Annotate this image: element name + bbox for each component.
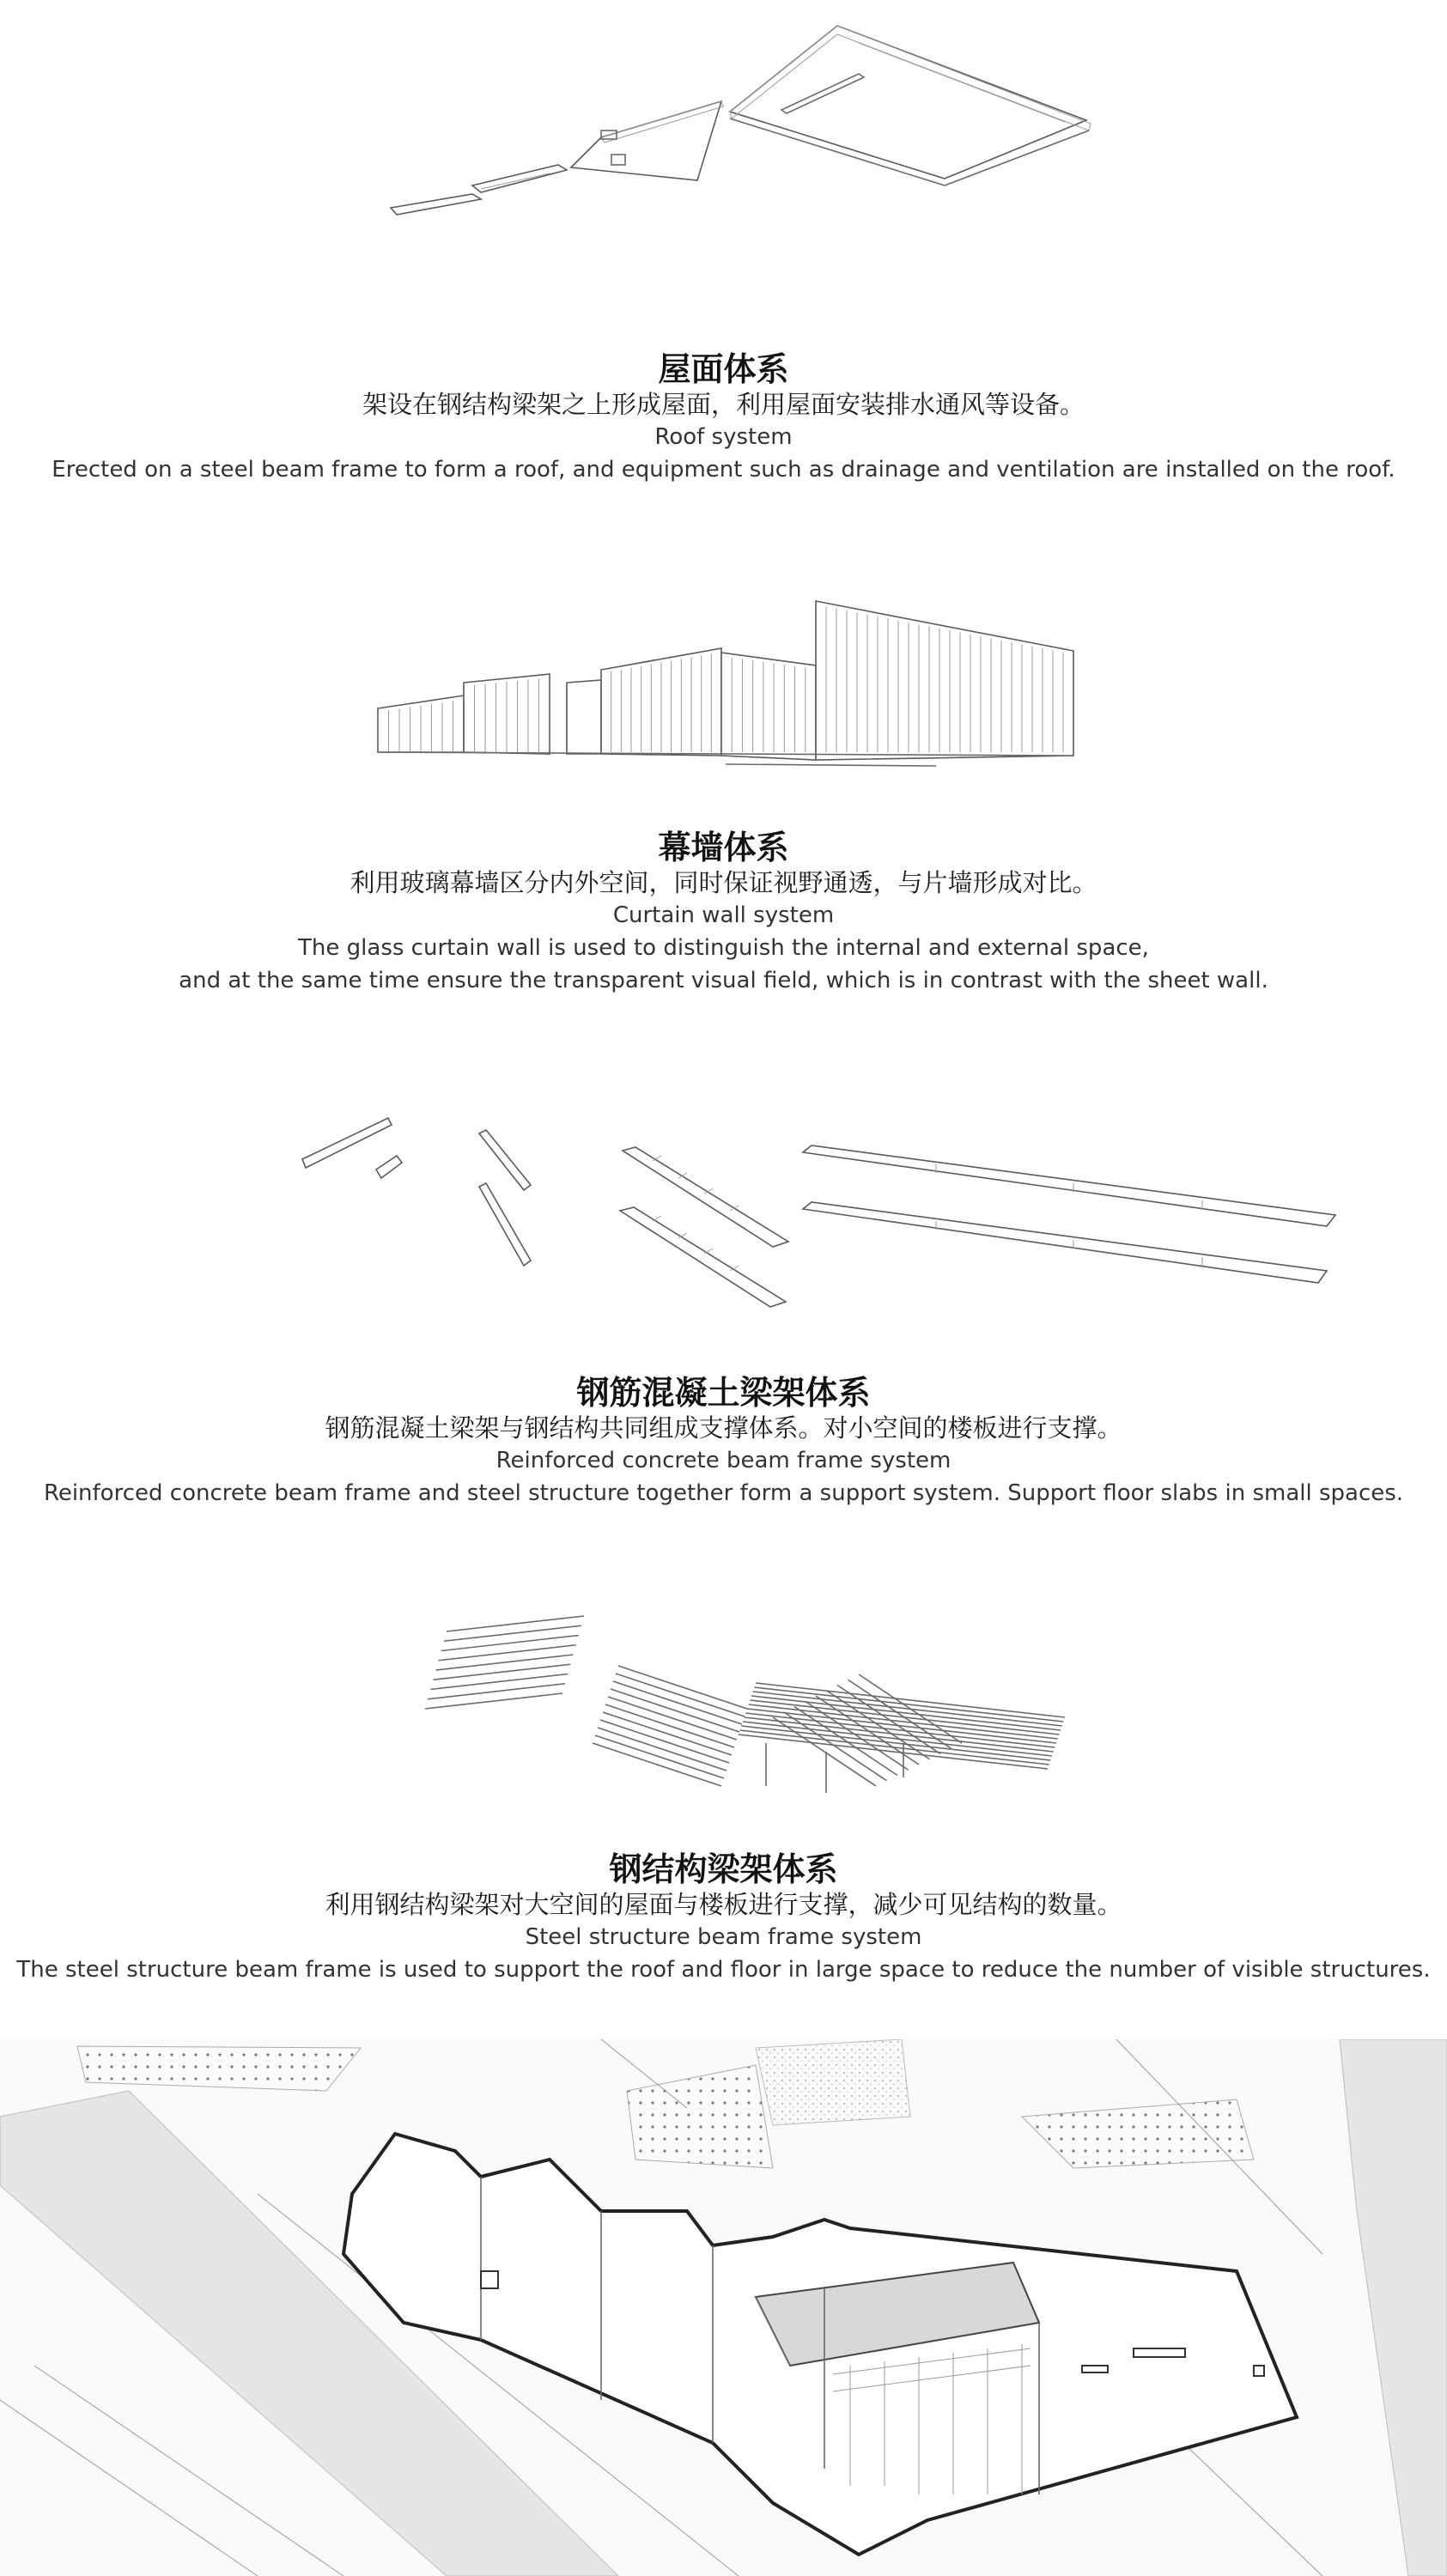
steel-frame-drawing	[0, 1614, 1447, 1803]
concrete-frame-drawing	[0, 1099, 1447, 1322]
section-desc-zh: 架设在钢结构梁架之上形成屋面，利用屋面安装排水通风等设备。	[362, 390, 1085, 419]
section-title-en: Roof system	[654, 424, 793, 450]
section-desc-en: Reinforced concrete beam frame and steel structure together form a support system. Support floor slabs in small spaces.	[43, 1480, 1404, 1506]
section-title-zh: 屋面体系	[658, 350, 789, 388]
steel-frame-caption	[0, 1850, 1447, 1986]
section-title-zh: 幕墙体系	[658, 829, 789, 866]
section-desc-en: Erected on a steel beam frame to form a roof, and equipment such as drainage and ventilation are installed on the roof.	[52, 457, 1395, 483]
roof-system-drawing	[0, 17, 1447, 232]
section-desc-zh: 利用玻璃幕墙区分内外空间，同时保证视野通透，与片墙形成对比。	[350, 868, 1097, 897]
section-title-en: Reinforced concrete beam frame system	[496, 1448, 951, 1473]
section-desc-en-line-1: The glass curtain wall is used to distinguish the internal and external space,	[298, 935, 1149, 961]
section-title-en: Curtain wall system	[612, 902, 835, 928]
section-title-zh: 钢结构梁架体系	[609, 1850, 838, 1888]
section-title-zh: 钢筋混凝土梁架体系	[576, 1374, 871, 1412]
aerial-axonometric-drawing	[0, 2039, 1447, 2576]
section-desc-zh: 利用钢结构梁架对大空间的屋面与楼板进行支撑，减少可见结构的数量。	[325, 1890, 1122, 1919]
curtain-wall-drawing	[0, 584, 1447, 773]
concrete-frame-caption	[0, 1374, 1447, 1510]
section-desc-zh: 钢筋混凝土梁架与钢结构共同组成支撑体系。对小空间的楼板进行支撑。	[325, 1413, 1122, 1443]
section-desc-en: The steel structure beam frame is used to support the roof and floor in large space to reduce the number of visible structures.	[16, 1957, 1431, 1983]
roof-system-caption	[0, 350, 1447, 486]
curtain-wall-caption	[0, 829, 1447, 997]
section-title-en: Steel structure beam frame system	[525, 1924, 922, 1950]
section-desc-en-line-2: and at the same time ensure the transparent visual field, which is in contrast with the sheet wall.	[179, 968, 1268, 993]
